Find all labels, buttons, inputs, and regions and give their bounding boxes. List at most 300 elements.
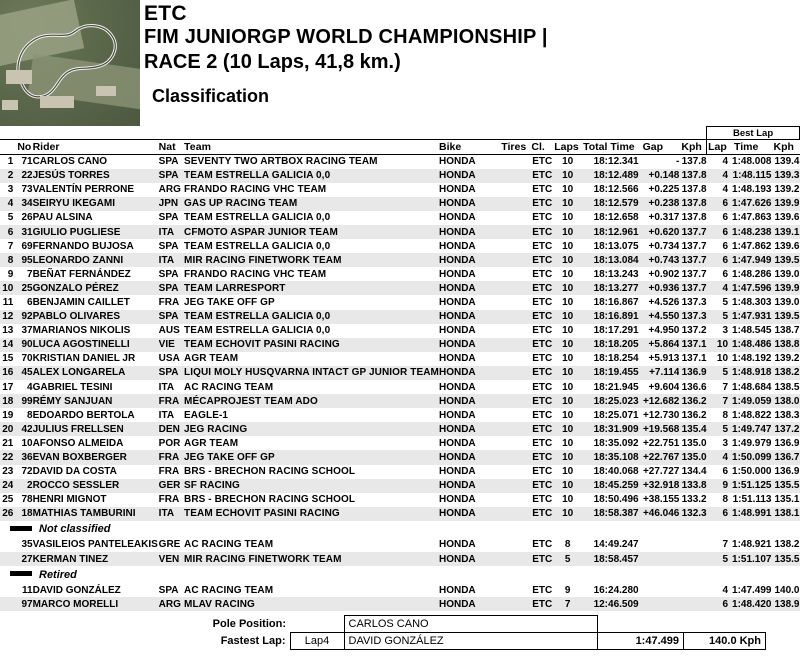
row-class: ETC (532, 409, 553, 421)
table-row (0, 583, 800, 597)
row-best-time: 1:48.238 (728, 225, 771, 239)
row-tires (495, 552, 530, 566)
row-kph: 137.3 (679, 310, 706, 324)
row-total-time: 18:31.909 (581, 422, 639, 436)
row-bike: HONDA (439, 169, 495, 183)
row-gap: +0.902 (648, 268, 680, 280)
row-rider: KERMAN TINEZ (33, 552, 159, 566)
row-nationality: SPA (158, 268, 179, 280)
row-nationality: SPA (159, 169, 184, 183)
row-best-time: 1:48.918 (728, 366, 771, 380)
row-rider: MATHIAS TAMBURINI (33, 507, 159, 521)
row-bike: HONDA (439, 253, 495, 267)
row-rider: EVAN BOXBERGER (33, 450, 159, 464)
row-kph (679, 538, 706, 552)
row-rider: JULIUS FRELLSEN (33, 422, 159, 436)
row-best-kph: 138.0 (772, 394, 800, 408)
row-tires (495, 281, 530, 295)
row-best-kph: 136.9 (774, 437, 800, 449)
row-best-time: 1:47.949 (728, 253, 771, 267)
row-laps: 10 (562, 184, 574, 196)
row-nationality: SPA (158, 240, 179, 252)
row-gap: +38.155 (642, 494, 680, 506)
row-bike: HONDA (438, 353, 476, 365)
row-best-kph: 135.1 (774, 494, 800, 506)
row-team: TEAM ESTRELLA GALICIA 0,0 (184, 310, 439, 324)
row-class: ETC (532, 423, 553, 435)
row-laps: 10 (562, 240, 574, 252)
row-kph: 135.4 (679, 422, 706, 436)
row-tires (495, 538, 530, 552)
row-class: ETC (532, 296, 553, 308)
row-best-time: 1:48.303 (732, 296, 772, 308)
row-best-lap: 5 (707, 366, 728, 380)
row-rider: DAVID GONZÁLEZ (32, 584, 121, 596)
row-tires (495, 225, 530, 239)
row-total-time: 18:12.658 (593, 212, 639, 224)
row-number: 34 (13, 197, 32, 211)
row-best-kph: 140.0 (774, 584, 800, 596)
th-bike: Bike (439, 140, 495, 155)
row-gap: +4.526 (648, 296, 680, 308)
row-number: 7 (27, 268, 33, 280)
row-rider: KRISTIAN DANIEL JR (32, 353, 136, 365)
th-pos (0, 140, 13, 155)
row-gap: +0.936 (639, 281, 680, 295)
row-best-lap: 6 (707, 253, 728, 267)
pole-position-name: CARLOS CANO (344, 616, 598, 633)
row-position: 25 (2, 494, 14, 506)
row-rider: EDOARDO BERTOLA (32, 409, 135, 421)
row-rider: VALENTÍN PERRONE (32, 184, 135, 196)
row-best-time: 1:48.115 (728, 169, 771, 183)
row-nationality: AUS (158, 325, 180, 337)
photo-building-1 (6, 70, 32, 84)
row-best-time: 1:49.979 (732, 437, 772, 449)
row-tires (495, 253, 530, 267)
table-row (0, 324, 800, 338)
row-tires (495, 583, 530, 597)
row-total-time: 18:16.891 (581, 310, 639, 324)
row-position: 1 (7, 156, 14, 168)
row-best-lap: 3 (722, 325, 729, 337)
row-best-lap: 7 (722, 539, 729, 551)
row-best-time: 1:51.107 (728, 552, 771, 566)
row-class: ETC (532, 240, 553, 252)
row-class: ETC (532, 395, 553, 407)
row-tires (495, 479, 530, 493)
not-classified-label: Not classified (0, 521, 800, 538)
row-best-lap: 6 (707, 197, 728, 211)
row-position: 20 (0, 422, 13, 436)
row-bike: HONDA (438, 325, 476, 337)
th-nat: Nat (159, 140, 184, 155)
row-gap: +9.604 (648, 381, 680, 393)
row-class: ETC (532, 466, 553, 478)
row-best-lap: 9 (707, 479, 728, 493)
row-number: 70 (21, 353, 33, 365)
row-class: ETC (532, 282, 553, 294)
row-number: 42 (13, 422, 32, 436)
row-kph: 136.2 (679, 394, 706, 408)
row-laps: 10 (554, 366, 581, 380)
row-rider: PAU ALSINA (32, 212, 93, 224)
row-team: TEAM ESTRELLA GALICIA 0,0 (184, 325, 331, 337)
row-gap: +0.743 (639, 253, 680, 267)
row-tires (495, 450, 530, 464)
row-class: ETC (532, 254, 553, 266)
row-kph (679, 583, 706, 597)
table-row (0, 366, 800, 380)
row-position: 15 (2, 353, 14, 365)
row-laps: 10 (554, 169, 581, 183)
row-position (0, 597, 13, 611)
table-row (0, 479, 800, 493)
row-number: 25 (13, 281, 32, 295)
row-total-time: 18:12.579 (581, 197, 639, 211)
row-tires (495, 422, 530, 436)
row-number: 2 (13, 479, 32, 493)
row-team: AGR TEAM (184, 353, 239, 365)
row-number: 6 (27, 296, 33, 308)
row-kph: 137.7 (681, 240, 707, 252)
row-number: 90 (13, 338, 32, 352)
row-number: 92 (13, 310, 32, 324)
row-position: 22 (0, 450, 13, 464)
row-bike: HONDA (439, 197, 495, 211)
row-rider: SEIRYU IKEGAMI (33, 197, 159, 211)
row-laps: 10 (562, 381, 574, 393)
row-total-time: 18:13.243 (593, 268, 639, 280)
row-laps: 10 (554, 422, 581, 436)
row-best-time: 1:47.499 (732, 584, 772, 596)
row-number: 45 (13, 366, 32, 380)
table-row (0, 267, 800, 281)
bestlap-group-header-row (0, 127, 800, 140)
row-nationality: GRE (158, 539, 181, 551)
fastest-lap-label: Fastest Lap: (220, 635, 286, 648)
row-bike: HONDA (438, 212, 476, 224)
row-total-time: 18:45.259 (581, 479, 639, 493)
row-nationality: SPA (158, 156, 179, 168)
row-team: TEAM ECHOVIT PASINI RACING (184, 338, 439, 352)
row-best-kph: 135.5 (772, 552, 800, 566)
row-best-lap: 6 (722, 466, 729, 478)
row-class: ETC (532, 226, 553, 238)
row-best-time: 1:48.545 (732, 325, 772, 337)
row-best-kph: 139.0 (774, 268, 800, 280)
row-position: 19 (2, 409, 14, 421)
row-rider: GIULIO PUGLIESE (33, 225, 159, 239)
row-gap: +22.767 (639, 450, 680, 464)
row-best-kph: 139.0 (774, 296, 800, 308)
row-nationality: GER (159, 479, 184, 493)
row-laps: 8 (564, 539, 571, 551)
row-tires (495, 239, 530, 253)
row-nationality: SPA (158, 584, 179, 596)
table-row (0, 465, 800, 479)
row-class: ETC (532, 584, 553, 596)
row-tires (495, 597, 530, 611)
section-marker-icon (10, 571, 32, 576)
row-laps: 10 (562, 353, 574, 365)
section-marker-icon (10, 526, 32, 531)
row-bike: HONDA (439, 366, 495, 380)
th-gap: Gap (639, 140, 680, 155)
row-class: ETC (532, 212, 553, 224)
row-class: ETC (532, 437, 553, 449)
row-best-time: 1:48.193 (732, 184, 772, 196)
th-best-time: Time (728, 140, 771, 155)
row-gap: +5.864 (639, 338, 680, 352)
row-best-lap: 6 (722, 212, 729, 224)
row-laps: 10 (554, 281, 581, 295)
row-best-kph: 138.2 (774, 539, 800, 551)
row-bike: HONDA (438, 437, 476, 449)
circuit-aerial-photo (0, 0, 140, 126)
row-class: ETC (532, 539, 553, 551)
row-bike: HONDA (438, 466, 476, 478)
photo-building-3 (96, 86, 116, 96)
row-nationality: ARG (158, 184, 181, 196)
row-team: MIR RACING FINETWORK TEAM (184, 253, 439, 267)
row-kph: 135.0 (679, 450, 706, 464)
fastest-lap-number: Lap4 (290, 633, 344, 650)
row-best-lap: 4 (722, 156, 729, 168)
row-best-time: 1:48.192 (732, 353, 772, 365)
row-laps: 10 (562, 212, 574, 224)
fastest-lap-time: 1:47.499 (598, 633, 684, 650)
row-nationality: FRA (158, 296, 180, 308)
row-number: 37 (21, 325, 33, 337)
photo-building-4 (2, 100, 18, 110)
row-team: SEVENTY TWO ARTBOX RACING TEAM (184, 156, 378, 168)
row-kph: 137.7 (679, 281, 706, 295)
row-team: LIQUI MOLY HUSQVARNA INTACT GP JUNIOR TEAM (184, 367, 439, 379)
row-best-lap: 6 (722, 240, 729, 252)
th-no: No (13, 140, 32, 155)
row-nationality: FRA (159, 450, 184, 464)
row-best-lap: 10 (707, 338, 728, 352)
row-laps: 10 (562, 409, 574, 421)
row-kph: 137.8 (681, 156, 707, 168)
table-row (0, 253, 800, 267)
row-best-kph: 138.8 (772, 338, 800, 352)
row-tires (495, 295, 530, 309)
row-laps: 10 (554, 479, 581, 493)
title-block (140, 0, 800, 126)
row-number: 73 (21, 184, 33, 196)
row-rider: DAVID DA COSTA (32, 466, 117, 478)
row-best-time: 1:51.113 (732, 494, 772, 506)
row-laps: 10 (554, 338, 581, 352)
row-best-time: 1:47.626 (728, 197, 771, 211)
results-table (0, 126, 800, 611)
row-position: 9 (7, 268, 14, 280)
table-row (0, 450, 800, 464)
row-rider: MARIANOS NIKOLIS (32, 325, 131, 337)
row-best-kph: 138.2 (772, 366, 800, 380)
row-position: 6 (0, 225, 13, 239)
row-number: 71 (21, 156, 33, 168)
row-class: ETC (532, 184, 553, 196)
row-rider: LUCA AGOSTINELLI (33, 338, 159, 352)
row-nationality: ARG (159, 597, 184, 611)
row-team: JEG RACING (184, 422, 439, 436)
row-rider: PABLO OLIVARES (33, 310, 159, 324)
row-best-time: 1:49.747 (728, 422, 771, 436)
row-rider: GABRIEL TESINI (32, 381, 113, 393)
row-bike: HONDA (439, 597, 495, 611)
row-class: ETC (532, 198, 553, 210)
row-rider: ROCCO SESSLER (33, 479, 159, 493)
row-gap: +27.727 (642, 466, 680, 478)
row-number: 10 (21, 437, 33, 449)
table-row (0, 394, 800, 408)
row-bike: HONDA (438, 409, 476, 421)
row-best-kph: 139.9 (772, 281, 800, 295)
row-gap: +0.225 (648, 184, 680, 196)
row-team: AGR TEAM (184, 437, 239, 449)
row-tires (495, 197, 530, 211)
row-best-kph: 139.5 (772, 253, 800, 267)
row-best-time: 1:47.596 (728, 281, 771, 295)
row-kph: 137.8 (679, 169, 706, 183)
row-tires (495, 507, 530, 521)
row-position (0, 552, 13, 566)
row-best-time: 1:48.008 (732, 156, 772, 168)
row-best-kph: 139.6 (774, 240, 800, 252)
row-team: GAS UP RACING TEAM (184, 197, 439, 211)
row-team: JEG TAKE OFF GP (184, 296, 275, 308)
row-tires (495, 338, 530, 352)
row-kph: 137.7 (681, 268, 707, 280)
row-class: ETC (532, 170, 553, 182)
row-bike: HONDA (439, 338, 495, 352)
row-gap (639, 552, 680, 566)
row-number: 95 (13, 253, 32, 267)
row-total-time: 18:13.277 (581, 281, 639, 295)
row-kph: 137.1 (681, 353, 707, 365)
row-nationality: POR (158, 437, 181, 449)
not-classified-row (0, 521, 800, 538)
row-position: 18 (0, 394, 13, 408)
row-team: AC RACING TEAM (184, 381, 274, 393)
row-class: ETC (532, 508, 553, 520)
row-best-lap: 6 (707, 507, 728, 521)
row-best-time: 1:48.486 (728, 338, 771, 352)
th-best-kph: Kph (772, 140, 800, 155)
row-class: ETC (532, 367, 553, 379)
row-number: 31 (13, 225, 32, 239)
table-row (0, 538, 800, 552)
row-position: 11 (2, 296, 14, 308)
row-team: AC RACING TEAM (184, 539, 274, 551)
row-kph (679, 597, 706, 611)
row-nationality: SPA (159, 281, 184, 295)
row-class: ETC (532, 494, 553, 506)
row-total-time: 18:12.341 (593, 156, 639, 168)
row-tires (495, 267, 530, 281)
row-laps: 10 (554, 450, 581, 464)
row-position: 12 (0, 310, 13, 324)
row-bike: HONDA (439, 450, 495, 464)
row-gap: +12.682 (639, 394, 680, 408)
row-total-time: 18:16.867 (593, 296, 639, 308)
row-total-time: 18:19.455 (581, 366, 639, 380)
row-gap: +0.238 (639, 197, 680, 211)
row-team: MLAV RACING (184, 597, 439, 611)
row-team: TEAM ESTRELLA GALICIA 0,0 (184, 212, 331, 224)
row-bike: HONDA (438, 268, 476, 280)
row-class: ETC (532, 452, 553, 464)
row-laps: 10 (554, 310, 581, 324)
row-nationality: ITA (158, 409, 175, 421)
section-title: Classification (152, 86, 270, 106)
row-best-lap: 3 (722, 437, 729, 449)
row-gap: +4.950 (648, 325, 680, 337)
row-tires (495, 211, 530, 225)
row-total-time: 18:35.092 (593, 437, 639, 449)
row-nationality: ITA (159, 507, 184, 521)
row-best-kph: 135.5 (772, 479, 800, 493)
row-total-time: 16:24.280 (593, 584, 639, 596)
row-nationality: SPA (158, 212, 179, 224)
row-number: 99 (13, 394, 32, 408)
row-team: TEAM LARRESPORT (184, 281, 439, 295)
row-position: 7 (7, 240, 14, 252)
row-gap: +19.568 (639, 422, 680, 436)
row-total-time: 18:12.489 (581, 169, 639, 183)
table-row (0, 211, 800, 225)
row-position: 24 (0, 479, 13, 493)
row-total-time: 18:35.108 (581, 450, 639, 464)
row-total-time: 18:40.068 (593, 466, 639, 478)
row-kph: 137.2 (681, 325, 707, 337)
row-best-lap: 5 (707, 310, 728, 324)
row-kph: 136.9 (679, 366, 706, 380)
row-laps: 7 (554, 597, 581, 611)
row-bike: HONDA (439, 394, 495, 408)
row-best-lap: 6 (722, 268, 729, 280)
row-team: FRANDO RACING VHC TEAM (184, 184, 327, 196)
row-number: 11 (22, 584, 33, 596)
row-best-time: 1:47.862 (732, 240, 772, 252)
row-number: 69 (21, 240, 33, 252)
table-row (0, 183, 800, 197)
row-rider: JESÚS TORRES (33, 169, 159, 183)
row-class: ETC (532, 353, 553, 365)
row-best-kph: 139.1 (772, 225, 800, 239)
row-best-kph: 136.7 (772, 450, 800, 464)
row-best-lap: 4 (707, 281, 728, 295)
row-class: ETC (532, 339, 553, 351)
row-class: ETC (532, 381, 553, 393)
row-rider: CARLOS CANO (32, 156, 108, 168)
row-position: 4 (0, 197, 13, 211)
row-rider: GONZALO PÉREZ (33, 281, 159, 295)
row-best-time: 1:48.822 (732, 409, 772, 421)
row-bike: HONDA (438, 156, 476, 168)
row-number: 8 (27, 409, 33, 421)
row-nationality: ITA (158, 381, 175, 393)
photo-building-2 (40, 96, 74, 108)
row-best-lap: 6 (707, 225, 728, 239)
row-kph: 137.8 (679, 197, 706, 211)
row-best-time: 1:47.863 (732, 212, 772, 224)
row-position: 17 (2, 381, 14, 393)
row-laps: 10 (554, 507, 581, 521)
